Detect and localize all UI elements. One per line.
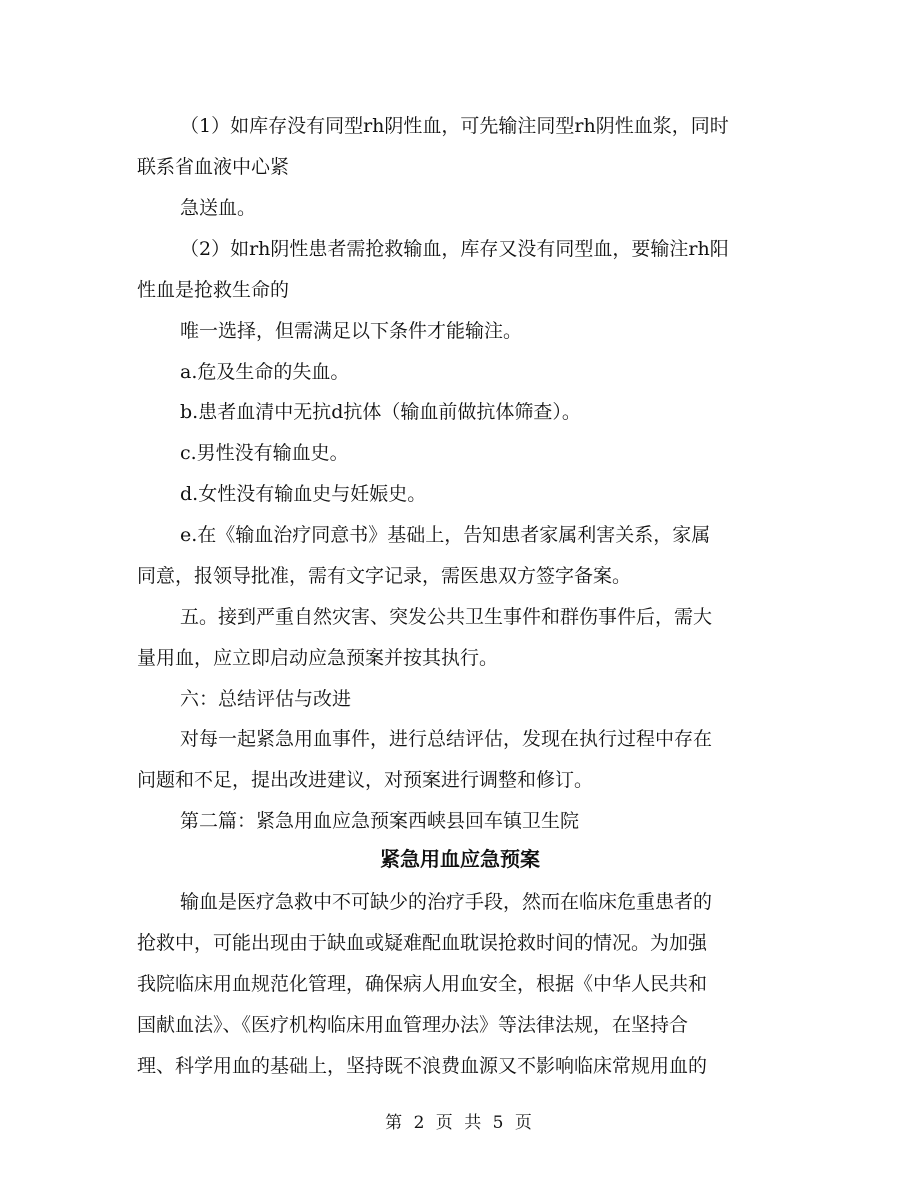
text-line: 抢救中，可能出现由于缺血或疑难配血耽误抢救时间的情况。为加强	[137, 932, 708, 954]
text-line: e.在《输血治疗同意书》基础上，告知患者家属利害关系，家属	[180, 524, 711, 546]
text-line: 六：总结评估与改进	[180, 688, 352, 710]
text-line: 国献血法》、《医疗机构临床用血管理办法》等法律法规，在坚持合	[137, 1014, 689, 1036]
text-line: 联系省血液中心紧	[137, 156, 290, 178]
text-line: 性血是抢救生命的	[137, 279, 290, 301]
text-line: （2）如rh阴性患者需抢救输血，库存又没有同型血，要输注rh阳	[180, 238, 729, 260]
text-line: a.危及生命的失血。	[180, 361, 350, 383]
text-line: 量用血，应立即启动应急预案并按其执行。	[137, 647, 499, 669]
section-title: 紧急用血应急预案	[380, 847, 540, 871]
text-line: 我院临床用血规范化管理，确保病人用血安全，根据《中华人民共和	[137, 973, 708, 995]
text-line: 理、科学用血的基础上，坚持既不浪费血源又不影响临床常规用血的	[137, 1055, 708, 1077]
text-line: b.患者血清中无抗d抗体（输血前做抗体筛查）。	[180, 401, 581, 423]
text-line: d.女性没有输血史与妊娠史。	[180, 483, 427, 505]
text-line: 问题和不足，提出改进建议，对预案进行调整和修订。	[137, 769, 594, 791]
text-line: 第二篇：紧急用血应急预案西峡县回车镇卫生院	[180, 810, 580, 832]
text-line: c.男性没有输血史。	[180, 442, 349, 464]
text-line: 五。接到严重自然灾害、突发公共卫生事件和群伤事件后，需大	[180, 606, 713, 628]
text-line: 唯一选择，但需满足以下条件才能输注。	[180, 320, 523, 342]
text-line: 输血是医疗急救中不可缺少的治疗手段，然而在临床危重患者的	[180, 891, 713, 913]
text-line: 对每一起紧急用血事件，进行总结评估，发现在执行过程中存在	[180, 728, 713, 750]
text-line: （1）如库存没有同型rh阴性血，可先输注同型rh阴性血浆，同时	[180, 115, 729, 137]
text-line: 急送血。	[180, 197, 257, 219]
text-line: 同意，报领导批准，需有文字记录，需医患双方签字备案。	[137, 565, 632, 587]
page-footer: 第 2 页 共 5 页	[385, 1113, 535, 1133]
